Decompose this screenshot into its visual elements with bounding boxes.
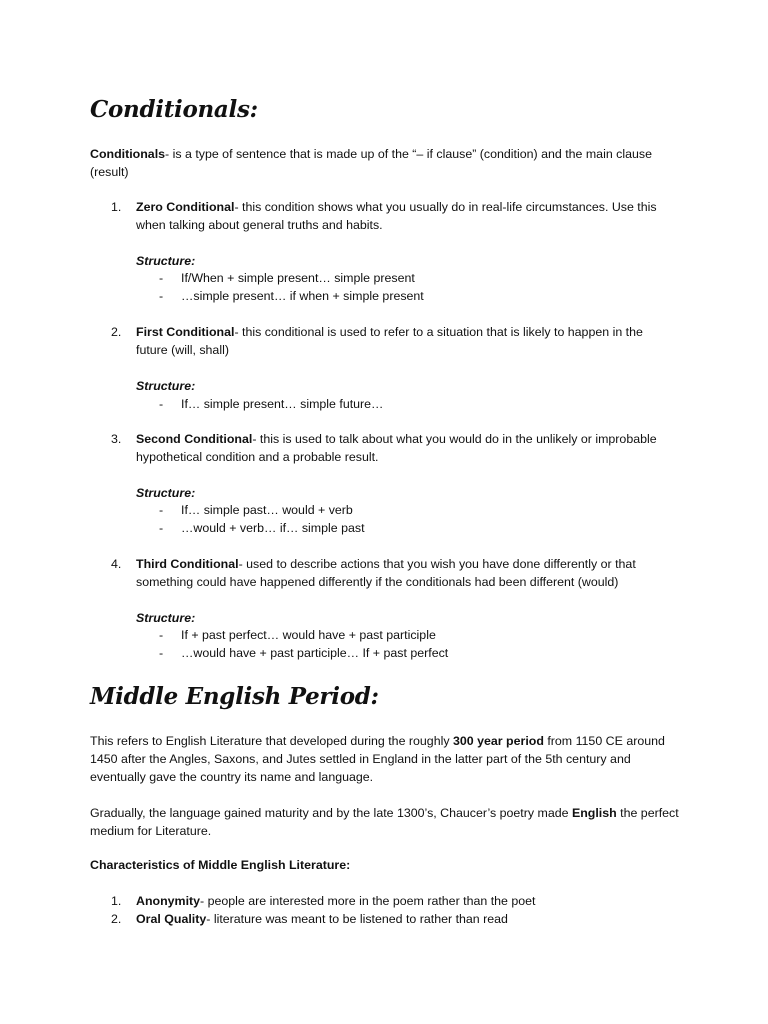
item-text: - people are interested more in the poem rather than the poet (200, 894, 536, 908)
item-term: Second Conditional (136, 432, 253, 446)
item-number: 4. (111, 557, 122, 571)
item-number: 2. (111, 325, 122, 339)
dash-bullet: - (159, 271, 164, 285)
structure-label: Structure: (136, 254, 196, 268)
item-term: Zero Conditional (136, 200, 235, 214)
item-number: 1. (111, 200, 122, 214)
middle-english-title: Middle English Period: (90, 683, 379, 710)
dash-bullet: - (159, 646, 164, 660)
structure-bullet: …would + verb… if… simple past (181, 521, 365, 535)
list-item-zero-conditional (136, 198, 676, 234)
item-term: First Conditional (136, 325, 235, 339)
para-text: from 1150 CE around 1450 after the Angles, Saxons, and Jutes settled in England in the latter part of the 5th century and eventually gave the country its name and language. (90, 734, 665, 784)
item-text: - this condition shows what you usually do in real-life circumstances. Use this when talking about general truths and habits. (136, 200, 657, 232)
item-text: - used to describe actions that you wish you have done differently or that something could have happened differently if the conditionals had been different (would) (136, 557, 636, 589)
middle-english-paragraph-2 (90, 804, 680, 840)
structure-bullet: If/When + simple present… simple present (181, 271, 415, 285)
list-item-first-conditional (136, 323, 676, 359)
structure-bullet: If… simple present… simple future… (181, 397, 384, 411)
conditionals-title: Conditionals: (90, 96, 258, 123)
structure-label: Structure: (136, 611, 196, 625)
item-text: - this conditional is used to refer to a situation that is likely to happen in the future (will, shall) (136, 325, 643, 357)
structure-label: Structure: (136, 486, 196, 500)
structure-bullet: If + past perfect… would have + past participle (181, 628, 436, 642)
para-bold: English (571, 806, 617, 820)
para-text: Gradually, the language gained maturity and by the late 1300’s, Chaucer’s poetry made (90, 806, 572, 820)
dash-bullet: - (159, 289, 164, 303)
dash-bullet: - (159, 521, 164, 535)
middle-english-paragraph-1 (90, 732, 680, 786)
list-item-third-conditional (136, 555, 676, 591)
item-number: 2. (111, 912, 122, 926)
characteristics-heading: Characteristics of Middle English Literature: (90, 858, 351, 872)
item-text: - literature was meant to be listened to rather than read (206, 912, 508, 926)
structure-bullet: …would have + past participle… If + past perfect (181, 646, 449, 660)
structure-label: Structure: (136, 379, 196, 393)
conditionals-intro (90, 145, 680, 181)
item-term: Third Conditional (136, 557, 239, 571)
dash-bullet: - (159, 397, 164, 411)
structure-bullet: If… simple past… would + verb (181, 503, 353, 517)
para-text: the perfect medium for Literature. (90, 806, 679, 838)
dash-bullet: - (159, 503, 164, 517)
characteristic-anonymity (136, 892, 676, 910)
item-text: - this is used to talk about what you would do in the unlikely or improbable hypothetical condition and a probable result. (136, 432, 657, 464)
list-item-second-conditional (136, 430, 676, 466)
intro-text: - is a type of sentence that is made up of the “– if clause” (condition) and the main clause (result) (90, 147, 652, 179)
item-term: Anonymity (136, 894, 201, 908)
characteristic-oral-quality (136, 910, 676, 928)
item-number: 1. (111, 894, 122, 908)
para-bold: 300 year period (452, 734, 544, 748)
structure-bullet: …simple present… if when + simple present (181, 289, 424, 303)
para-text: This refers to English Literature that developed during the roughly (90, 734, 453, 748)
item-term: Oral Quality (136, 912, 207, 926)
intro-term: Conditionals (90, 147, 166, 161)
item-number: 3. (111, 432, 122, 446)
dash-bullet: - (159, 628, 164, 642)
